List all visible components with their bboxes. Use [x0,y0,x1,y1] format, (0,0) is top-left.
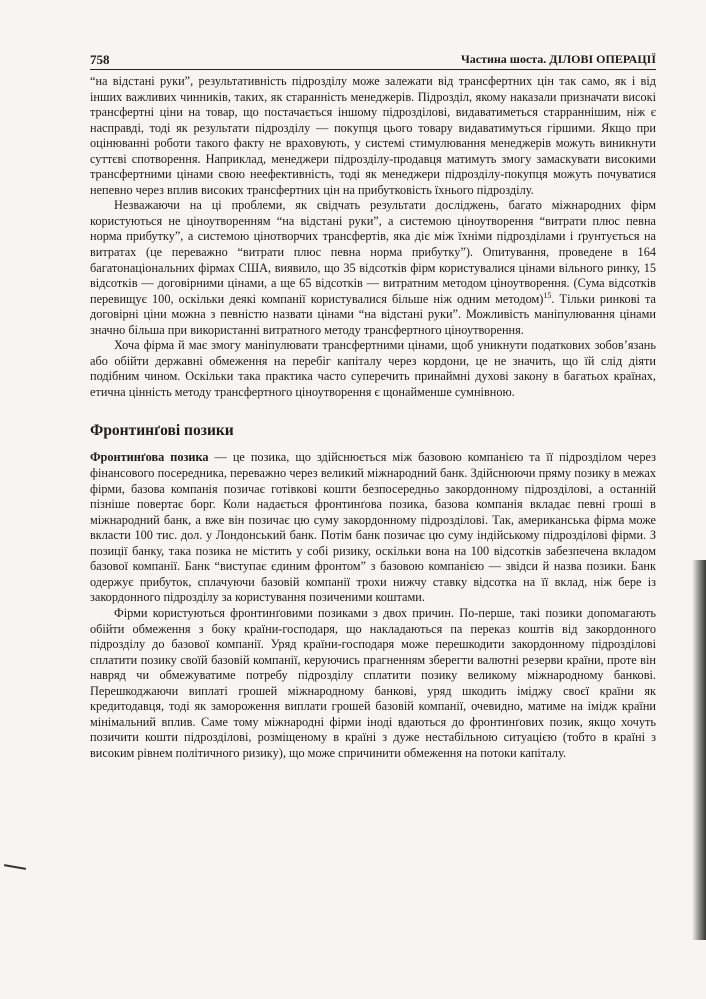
survey-text-cont: . Тільки ринкові та договірні ціни можна з певністю назвати цінами “на відстані руки”. Можливість маніпулювання цінами значно більша при використанні витратного методу трансфертного ціноутворення. [90,291,656,337]
paragraph-survey [90,198,656,338]
section-heading-fronting-loans: Фронтинґові позики [90,422,234,440]
page-number: 758 [90,52,110,67]
footnote-ref-15: 15 [543,290,552,300]
page-header [90,52,656,70]
header-rule [90,69,656,70]
paragraph-arms-length-effects: “на відстані руки”, результативність підрозділу може залежати від трансфертних цін так само, як і від інших важливих чинників, таких, як старанність менеджерів. Підрозділ, якому наказали призначати високі трансфертні ціни на товар, що постачається іншому підрозділові, видаватиметься старраннішим, ніж є насправді, тоді як результати підрозділу — покупця цього товару видаватимуться гіршими. Якщо при оцінюванні роботи такого факту не враховують, у системі стимулювання менеджерів можуть виникнути суттєві спотворення. Наприклад, менеджери підрозділу-продавця матимуть змогу замаскувати високими трансфертними цінами свою неефективність, тоді як менеджери підрозділу-покупця можуть почуватися непевно через вплив високих трансфертних цін на прибутковість їхнього підрозділу. [90,74,656,197]
scan-mark [4,864,26,870]
defined-term: Фронтинґова позика [90,450,209,465]
scan-shadow-edge [692,560,706,940]
paragraph-fronting-definition [90,450,656,605]
running-title: Частина шоста. ДІЛОВІ ОПЕРАЦІЇ [460,52,656,66]
page-body [90,74,656,761]
paragraph-fronting-reasons: Фірми користуються фронтинґовими позиками з двох причин. По-перше, такі позики допомагають обійти обмеження з боку країни-господаря, що накладаються па переказ коштів від закордонного підрозділу до базової компанії. Уряд країни-господаря може перешкодити закордонному підрозділові сплатити позику своїй базовій компанії, керуючись прагненням зберегти валютні резерви країни, проте він навряд чи обмежуватиме потребу підрозділу сплатити позику великому міжнародному банкові. Перешкоджаючи виплаті грошей міжнародному банкові, уряд шкодить іміджу своєї країни як кредитодавця, тоді як замороження виплати грошей базовій компанії, очевидно, матиме на імідж країни мінімальний вплив. Саме тому міжнародні фірми іноді вдаються до фронтинґових позик, якщо хочуть позичити кошти підрозділові, розміщеному в країні з дуже нестабільною ситуацією (тобто в країні з високим рівнем політичного ризику), що може спричинити обмеження на потоки капіталу. [90,605,656,760]
paragraph-ethics: Хоча фірма й має змогу маніпулювати трансфертними цінами, щоб уникнути податкових зобов’язань або обійти державні обмеження на перебіг капіталу через кордони, це не значить, що їй слід діяти подібним чином. Оскільки така практика часто суперечить принаймні духові закону в багатьох країнах, етична цінність методу трансфертного ціноутворення є щонайменше сумнівною. [90,338,656,399]
definition-text: — це позика, що здійснюється між базовою компанією та її підрозділом через фінансового посередника, переважно через великий міжнародний банк. Здійснюючи пряму позику в межах фірми, базова компанія позичає готівкові кошти безпосередньо закордонному підрозділові, а останній пізніше повертає борг. Коли надається фронтинґова позика, базова компанія вкладає певні гроші в міжнародний банк, а вже він позичає цю суму закордонному підрозділові. Так, американська фірма може вкласти 100 тис. дол. у Лондонський банк. Потім банк позичає цю суму індійському підрозділові фірми. З позиції банку, така позика не містить у собі ризику, оскільки вона на 100 відсотків забезпечена вкладом базової компанії. Банк “виступає єдиним фронтом” з базовою компанією — звідси й назва позики. Банк одержує прибуток, сплачуючи базовій компанії трохи нижчу ставку відсотка на її вклад, ніж бере із закордонного підрозділу за користування позиченими коштами. [90,450,656,605]
survey-text: Незважаючи на ці проблеми, як свідчать результати досліджень, багато міжнародних фірм користуються не ціноутворенням “на відстані руки”, а системою ціноутворення “витрати плюс певна норма прибутку”, а системою цінотворчих трансфертів, яка діє між їхніми підрозділами і ґрунтується на витратах (це переважно “витрати плюс певна норма прибутку”). Опитування, проведене в 164 багатонаціональних фірмах США, виявило, що 35 відсотків фірм користувалися цінами вільного ринку, 15 відсотків — договірними цінами, а ще 65 відсотків — витратним методом ціноутворення. (Сума відсотків перевищує 100, оскільки деякі компанії користувалися більше ніж одним методом) [90,198,656,306]
